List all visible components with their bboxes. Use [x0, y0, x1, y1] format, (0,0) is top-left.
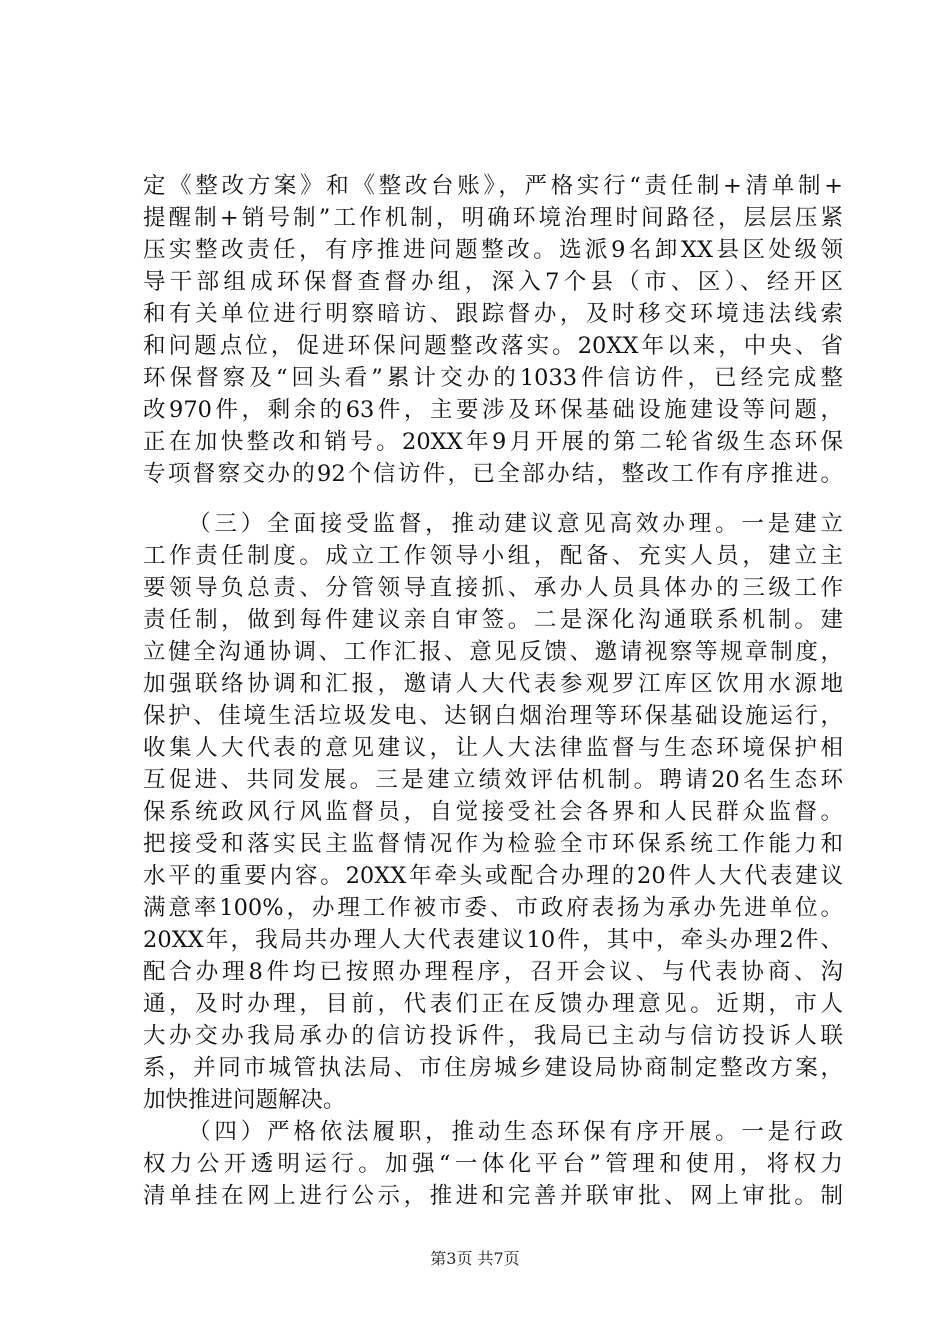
section-3-heading-line: （三）全面接受监督，推动建议意见高效办理。一是建立: [188, 511, 843, 537]
page-number-footer: 第3页 共7页: [430, 1249, 520, 1268]
text-line: 收集人大代表的意见建议，让人大法律监督与生态环境保护相: [143, 735, 843, 761]
text-line: 加快推进问题解决。: [143, 1087, 346, 1113]
text-line: 通，及时办理，目前，代表们正在反馈办理意见。近期，市人: [143, 991, 843, 1017]
paragraphs-3-4: [143, 508, 843, 1212]
section-4-heading-line: （四）严格依法履职，推动生态环保有序开展。一是行政: [188, 1119, 843, 1145]
text-line: 责任制，做到每件建议亲自审签。二是深化沟通联系机制。建: [143, 607, 843, 633]
text-line: 定《整改方案》和《整改台账》，严格实行“责任制+清单制+: [143, 173, 843, 199]
text-line: 把接受和落实民主监督情况作为检验全市环保系统工作能力和: [143, 831, 843, 857]
text-line: 立健全沟通协调、工作汇报、意见反馈、邀请视察等规章制度，: [143, 639, 843, 665]
text-line: 环保督察及“回头看”累计交办的1033件信访件，已经完成整: [143, 365, 843, 391]
text-line: 专项督察交办的92个信访件，已全部办结，整改工作有序推进。: [143, 461, 843, 487]
text-line: 权力公开透明运行。加强“一体化平台”管理和使用，将权力: [143, 1151, 843, 1177]
text-line: 20XX年，我局共办理人大代表建议10件，其中，牵头办理2件、: [143, 927, 843, 953]
text-line: 大办交办我局承办的信访投诉件，我局已主动与信访投诉人联: [143, 1023, 843, 1049]
text-line: 加强联络协调和汇报，邀请人大代表参观罗江库区饮用水源地: [143, 671, 843, 697]
text-line: 系，并同市城管执法局、市住房城乡建设局协商制定整改方案，: [143, 1055, 843, 1081]
text-line: 满意率100%，办理工作被市委、市政府表扬为承办先进单位。: [143, 895, 843, 921]
text-line: 工作责任制度。成立工作领导小组，配备、充实人员，建立主: [143, 543, 843, 569]
text-line: 压实整改责任，有序推进问题整改。选派9名卸XX县区处级领: [143, 237, 843, 263]
text-line: 保系统政风行风监督员，自觉接受社会各界和人民群众监督。: [143, 799, 843, 825]
text-line: 和有关单位进行明察暗访、跟踪督办，及时移交环境违法线索: [143, 301, 843, 327]
text-line: 保护、佳境生活垃圾发电、达钢白烟治理等环保基础设施运行，: [143, 703, 843, 729]
text-line: 导干部组成环保督查督办组，深入7个县（市、区）、经开区: [143, 269, 843, 295]
text-line: 清单挂在网上进行公示，推进和完善并联审批、网上审批。制: [143, 1183, 843, 1209]
text-line: 改970件，剩余的63件，主要涉及环保基础设施建设等问题，: [143, 397, 843, 423]
text-line: 互促进、共同发展。三是建立绩效评估机制。聘请20名生态环: [143, 767, 843, 793]
text-line: 配合办理8件均已按照办理程序，召开会议、与代表协商、沟: [143, 959, 843, 985]
text-line: 和问题点位，促进环保问题整改落实。20XX年以来，中央、省: [143, 333, 843, 359]
text-line: 正在加快整改和销号。20XX年9月开展的第二轮省级生态环保: [143, 429, 843, 455]
paragraph-2-continuation: [143, 170, 843, 490]
text-line: 要领导负总责、分管领导直接抓、承办人员具体办的三级工作: [143, 575, 843, 601]
text-line: 水平的重要内容。20XX年牵头或配合办理的20件人大代表建议: [143, 863, 843, 889]
text-line: 提醒制+销号制”工作机制，明确环境治理时间路径，层层压紧: [143, 205, 843, 231]
